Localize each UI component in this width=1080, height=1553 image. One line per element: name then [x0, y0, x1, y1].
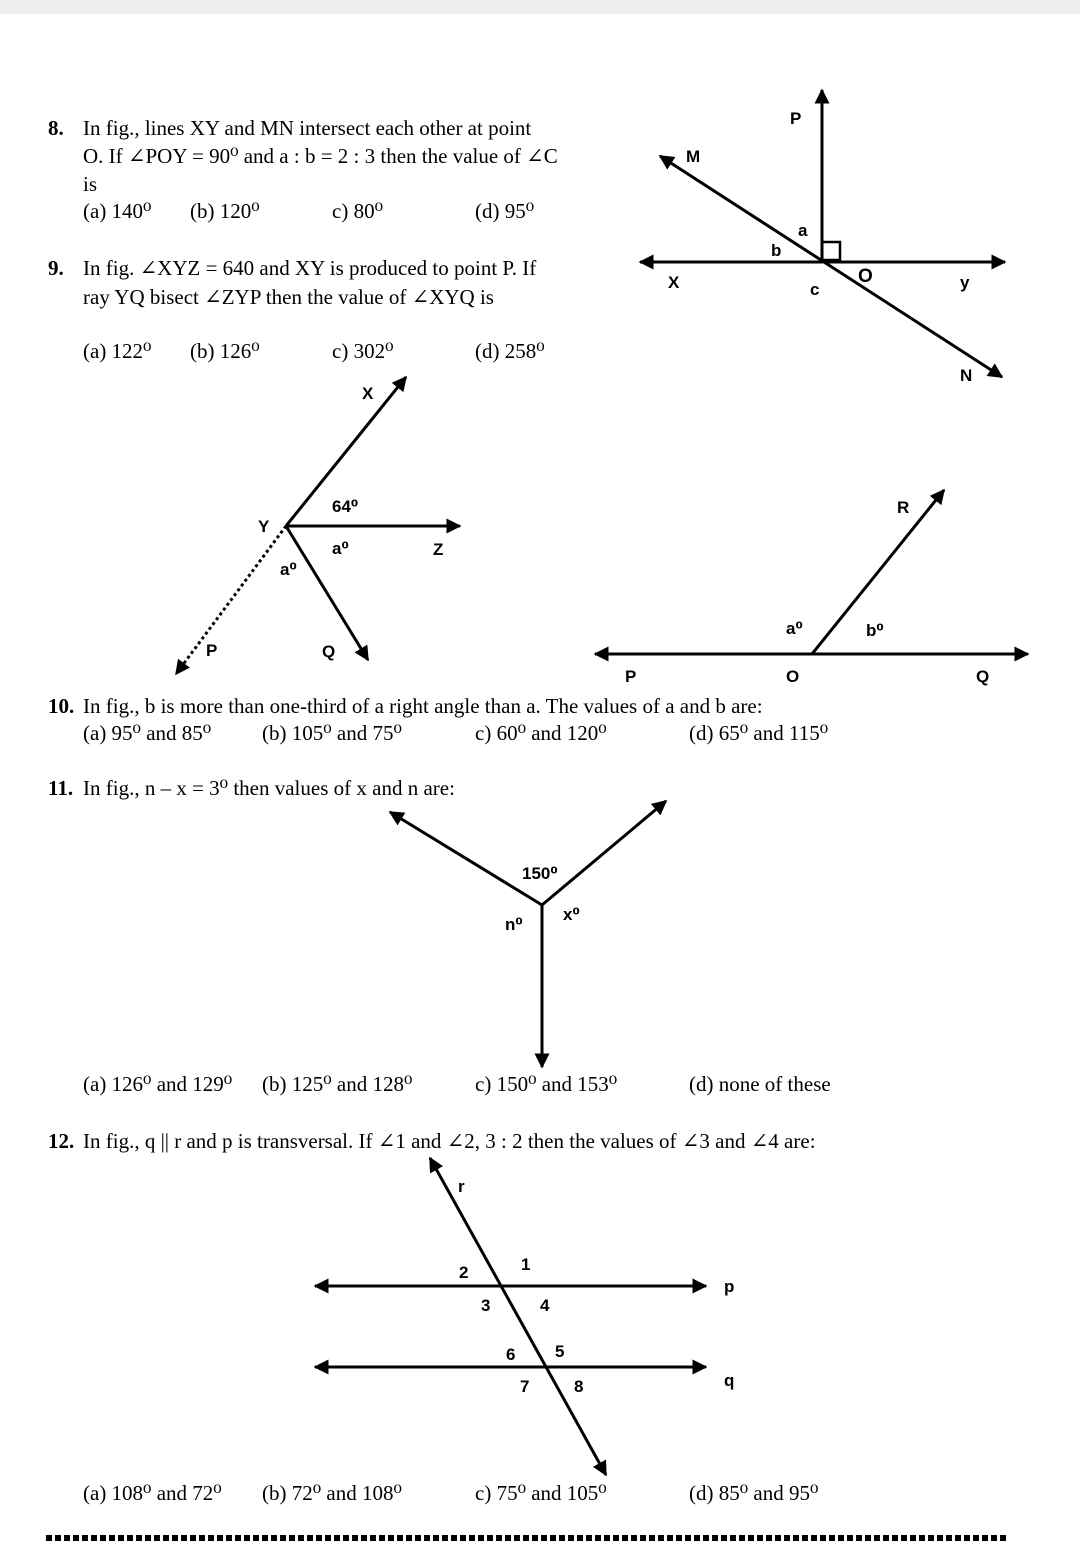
fig8-label-a: a [798, 221, 808, 240]
q8-number: 8. [48, 116, 64, 140]
fig9-ray-yq [286, 526, 368, 660]
fig10-label-P: P [625, 667, 637, 686]
q10-number: 10. [48, 694, 75, 718]
fig9-diagram [176, 377, 460, 674]
fig10-label-b: b⁰ [866, 621, 884, 640]
fig11-ray-upper-left [390, 812, 542, 905]
fig11-ray-upper-right [542, 801, 666, 905]
q8-option-d: (d) 95⁰ [475, 199, 535, 223]
q12-option-d: (d) 85⁰ and 95⁰ [689, 1481, 819, 1505]
fig9-label-angle: 64⁰ [332, 497, 359, 516]
q9-text-line2: ray YQ bisect ∠ZYP then the value of ∠XYQ is [83, 285, 494, 309]
q11-option-b: (b) 125⁰ and 128⁰ [262, 1072, 413, 1096]
fig8-label-O: O [858, 266, 873, 287]
fig8-right-angle-mark [822, 242, 840, 260]
q9-option-d: (d) 258⁰ [475, 339, 545, 363]
fig11-diagram [390, 801, 666, 1067]
q11-option-a: (a) 126⁰ and 129⁰ [83, 1072, 233, 1096]
fig12-angle-4: 4 [540, 1296, 550, 1315]
q10-option-a: (a) 95⁰ and 85⁰ [83, 721, 212, 745]
q11-option-c: c) 150⁰ and 153⁰ [475, 1072, 618, 1096]
fig9-label-X: X [362, 384, 374, 403]
q12-option-c: c) 75⁰ and 105⁰ [475, 1481, 607, 1505]
fig12-angle-7: 7 [520, 1377, 530, 1396]
q12-option-a: (a) 108⁰ and 72⁰ [83, 1481, 222, 1505]
q10-option-d: (d) 65⁰ and 115⁰ [689, 721, 829, 745]
q9-number: 9. [48, 256, 64, 280]
q8-option-a: (a) 140⁰ [83, 199, 152, 223]
fig8-label-y: y [960, 273, 970, 292]
fig8-line-mn [660, 156, 1002, 377]
fig9-label-Q: Q [322, 642, 336, 661]
q11-number: 11. [48, 776, 74, 800]
q8-text-line2: O. If ∠POY = 90⁰ and a : b = 2 : 3 then the value of ∠C [83, 144, 558, 168]
fig8-label-c: c [810, 280, 820, 299]
fig11-label-n: n⁰ [505, 915, 523, 934]
fig12-angle-1: 1 [521, 1255, 531, 1274]
q12-option-b: (b) 72⁰ and 108⁰ [262, 1481, 402, 1505]
fig12-transversal-r [430, 1158, 606, 1475]
q9-option-b: (b) 126⁰ [190, 339, 260, 363]
fig9-label-Y: Y [258, 517, 270, 536]
fig8-label-P: P [790, 109, 802, 128]
q11-text-line1: In fig., n – x = 3⁰ then values of x and n are: [83, 776, 455, 800]
fig12-label-p: p [724, 1277, 735, 1296]
q10-text-line1: In fig., b is more than one-third of a right angle than a. The values of a and b are: [83, 694, 763, 718]
fig10-diagram [595, 490, 1028, 654]
fig12-label-q: q [724, 1371, 735, 1390]
fig9-ray-yp-dotted [176, 526, 286, 674]
fig10-label-Q: Q [976, 667, 990, 686]
fig8-label-b: b [771, 241, 782, 260]
fig9-label-a-lower: a⁰ [280, 560, 297, 579]
fig11-label-x: x⁰ [563, 905, 580, 924]
q8-option-b: (b) 120⁰ [190, 199, 260, 223]
fig12-angle-3: 3 [481, 1296, 491, 1315]
q12-number: 12. [48, 1129, 75, 1153]
q8-option-c: c) 80⁰ [332, 199, 383, 223]
fig11-label-angle: 150⁰ [522, 864, 558, 883]
q8-text-line3: is [83, 172, 98, 196]
q12-text-line1: In fig., q || r and p is transversal. If ∠1 and ∠2, 3 : 2 then the values of ∠3 and ∠4 are: [83, 1129, 816, 1153]
bottom-dotted-separator [46, 1535, 1008, 1541]
fig12-label-r: r [458, 1177, 465, 1196]
fig12-angle-2: 2 [459, 1263, 469, 1282]
q11-option-d: (d) none of these [689, 1072, 831, 1096]
fig10-label-R: R [897, 498, 910, 517]
fig12-diagram [315, 1158, 706, 1475]
fig9-label-Z: Z [433, 540, 444, 559]
fig10-label-a: a⁰ [786, 619, 803, 638]
q9-text-line1: In fig. ∠XYZ = 640 and XY is produced to point P. If [83, 256, 537, 280]
q10-option-b: (b) 105⁰ and 75⁰ [262, 721, 402, 745]
fig8-label-M: M [686, 147, 701, 166]
fig12-angle-8: 8 [574, 1377, 584, 1396]
fig9-label-P: P [206, 641, 218, 660]
fig9-label-a-upper: a⁰ [332, 539, 349, 558]
q9-option-c: c) 302⁰ [332, 339, 394, 363]
fig12-angle-6: 6 [506, 1345, 516, 1364]
fig8-diagram [640, 90, 1005, 377]
fig8-label-N: N [960, 366, 973, 385]
fig10-label-O: O [786, 667, 800, 686]
q8-text-line1: In fig., lines XY and MN intersect each other at point [83, 116, 532, 140]
fig8-label-X: X [668, 273, 680, 292]
fig12-angle-5: 5 [555, 1342, 565, 1361]
q10-option-c: c) 60⁰ and 120⁰ [475, 721, 607, 745]
q9-option-a: (a) 122⁰ [83, 339, 152, 363]
